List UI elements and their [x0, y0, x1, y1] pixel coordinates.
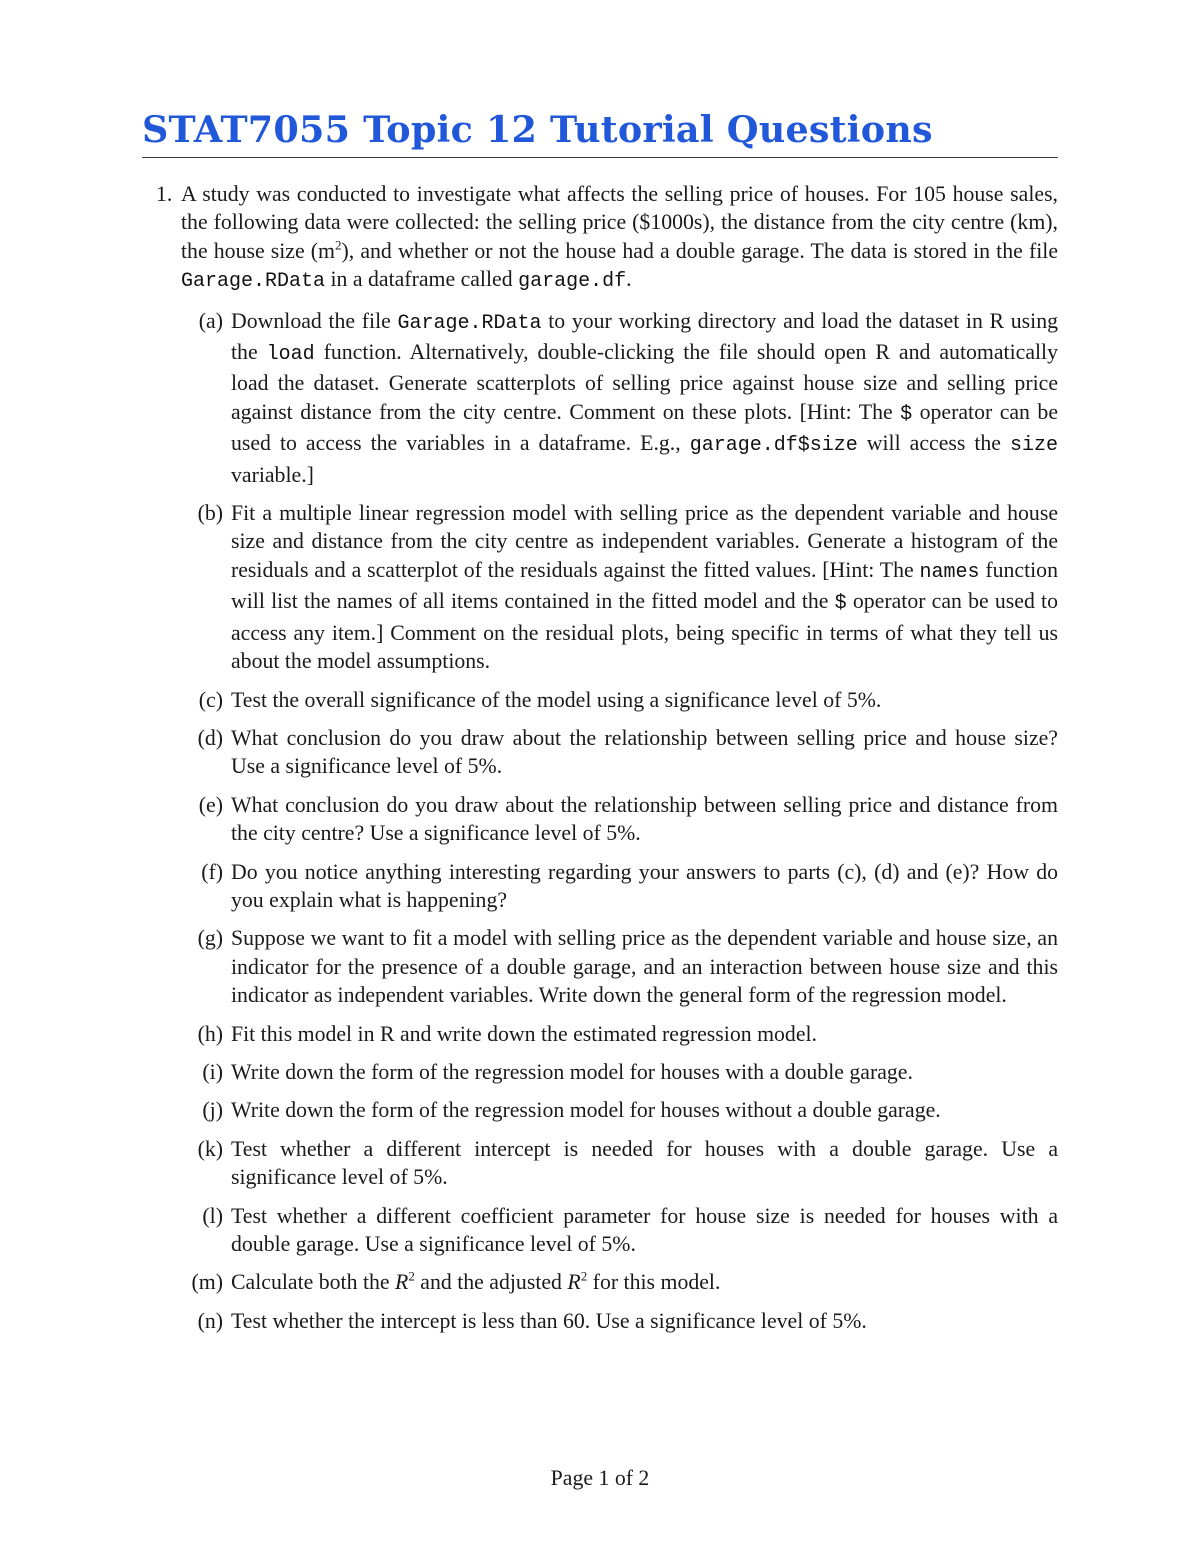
part-text: What conclusion do you draw about the relationship between selling price and distance from the city centre? Use a significance level of 5%. [231, 792, 1058, 846]
part-text: Test whether a different coefficient parameter for house size is needed for houses with a double garage. Use a significance level of 5%. [231, 1203, 1058, 1256]
part-label: (i) [202, 1059, 223, 1084]
part-text: Suppose we want to fit a model with selling price as the dependent variable and house size, an indicator for the presence of a double garage, and an interaction between house size and this indicator as independent variables. Write down the general form of the regression model. [231, 926, 1058, 1008]
part-label: (b) [197, 501, 223, 526]
part-h [142, 1020, 1058, 1048]
title-rule [142, 157, 1058, 158]
filename-code: Garage.RData [181, 270, 326, 294]
part-text: Write down the form of the regression model for houses with a double garage. [231, 1059, 913, 1084]
part-m [142, 1268, 1058, 1296]
question-number: 1. [156, 182, 173, 206]
part-k [142, 1135, 1058, 1192]
part-label: (a) [198, 308, 223, 333]
part-label: (l) [202, 1203, 223, 1228]
part-g [142, 924, 1058, 1009]
dataframe-code: garage.df [518, 270, 627, 294]
part-text: Test the overall significance of the model using a significance level of 5%. [231, 687, 882, 712]
part-text: Test whether the intercept is less than 60. Use a significance level of 5%. [231, 1308, 867, 1333]
part-text: Fit this model in R and write down the estimated regression model. [231, 1021, 818, 1046]
part-j [142, 1096, 1058, 1124]
part-text: Test whether a different intercept is needed for houses with a double garage. Use a significance level of 5%. [231, 1136, 1058, 1190]
part-b [142, 499, 1058, 675]
part-text: Calculate both the $R^2$ and the adjusted $R^2$ for this model. [231, 1269, 721, 1295]
part-a [142, 307, 1058, 489]
part-text: What conclusion do you draw about the relationship between selling price and house size? Use a significance level of 5%. [231, 725, 1058, 779]
part-label: (m) [191, 1270, 223, 1295]
page-footer: Page 1 of 2 [550, 1466, 650, 1490]
part-e [142, 791, 1058, 848]
part-label: (f) [201, 859, 223, 884]
part-label: (g) [197, 926, 223, 951]
part-text: Download the file Garage.RData to your working directory and load the dataset in R using the load function. Alternatively, double-clicking the file should open R and automatically load the dataset. Generate scatterplots of selling price against house size and selling price against distance from the city centre. Comment on these plots. [Hint: The $ operator can be used to access the variables in a dataframe. E.g., garage.df$size will access the size variable.] [231, 308, 1059, 487]
part-label: (j) [202, 1098, 223, 1123]
question-1 [142, 180, 1058, 297]
part-label: (n) [197, 1308, 223, 1333]
question-list [142, 180, 1058, 1345]
part-l [142, 1202, 1058, 1259]
part-n [142, 1307, 1058, 1335]
question-intro: A study was conducted to investigate what affects the selling price of houses. For 105 house sales, the following data were collected: the selling price ($1000s), the distance from the city centre (km), the house size $(m^2)$, and whether or not the house had a double garage. The data is stored in the file Garage.RData in a dataframe called garage.df. [181, 182, 1058, 294]
part-label: (h) [197, 1021, 223, 1046]
part-label: (e) [198, 792, 223, 817]
page-title: STAT7055 Topic 12 Tutorial Questions [142, 108, 933, 151]
part-text: Write down the form of the regression model for houses without a double garage. [231, 1098, 941, 1123]
part-d [142, 724, 1058, 781]
part-c [142, 686, 1058, 714]
part-i [142, 1058, 1058, 1086]
part-label: (k) [197, 1136, 223, 1161]
question-parts [142, 307, 1058, 1336]
part-label: (d) [197, 725, 223, 750]
part-text: Do you notice anything interesting regarding your answers to parts (c), (d) and (e)? How do you explain what is happening? [231, 859, 1058, 912]
part-text: Fit a multiple linear regression model with selling price as the dependent variable and house size and distance from the city centre as independent variables. Generate a histogram of the residuals and a scatterplot of the residuals against the fitted values. [Hint: The names function will list the names of all items contained in the fitted model and the $ operator can be used to access any item.] Comment on the residual plots, being specific in terms of what they tell us about the model assumptions. [231, 501, 1058, 674]
part-f [142, 858, 1058, 915]
part-label: (c) [198, 687, 223, 712]
